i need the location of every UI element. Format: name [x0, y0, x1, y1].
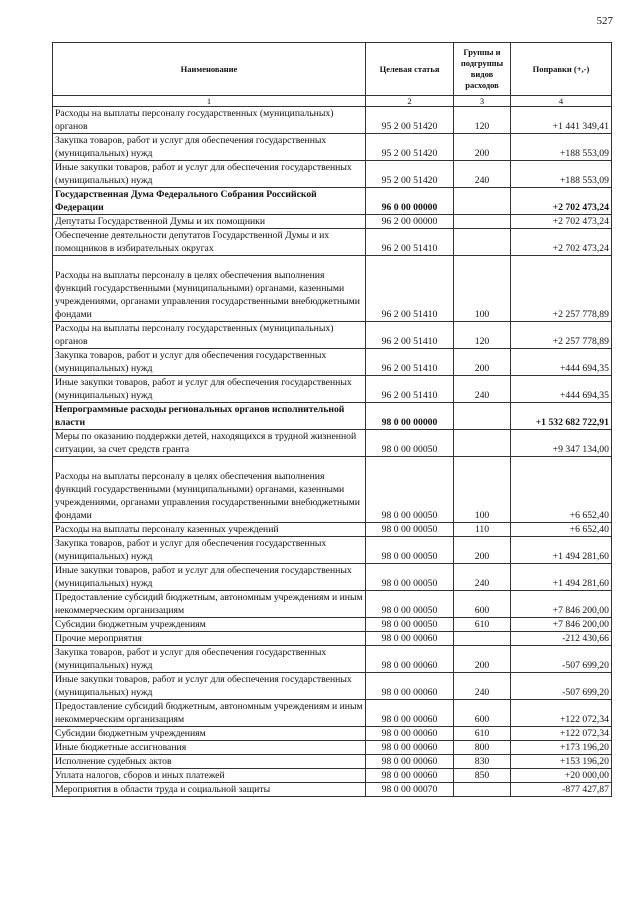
row-name: Иные бюджетные ассигнования [53, 741, 366, 755]
row-group: 830 [454, 755, 511, 769]
row-group: 200 [454, 646, 511, 673]
row-name: Иные закупки товаров, работ и услуг для обеспечения государственных (муниципальных) нужд [53, 673, 366, 700]
row-target-code: 98 0 00 00050 [366, 457, 454, 523]
row-target-code: 98 0 00 00060 [366, 700, 454, 727]
table-row [53, 646, 612, 673]
row-group: 200 [454, 134, 511, 161]
row-name: Иные закупки товаров, работ и услуг для обеспечения государственных (муниципальных) нужд [53, 161, 366, 188]
row-name: Депутаты Государственной Думы и их помощники [53, 215, 366, 229]
row-amount: +1 532 682 722,91 [511, 403, 612, 430]
row-amount: -507 699,20 [511, 646, 612, 673]
table-header-row [53, 43, 612, 96]
row-target-code: 96 2 00 51410 [366, 349, 454, 376]
row-name: Исполнение судебных актов [53, 755, 366, 769]
header-groups: Группы и подгруппы видов расходов [454, 43, 511, 96]
table-row [53, 769, 612, 783]
table-row [53, 376, 612, 403]
row-amount: +153 196,20 [511, 755, 612, 769]
row-group: 850 [454, 769, 511, 783]
row-amount: +20 000,00 [511, 769, 612, 783]
row-name: Закупка товаров, работ и услуг для обеспечения государственных (муниципальных) нужд [53, 646, 366, 673]
table-row [53, 755, 612, 769]
row-name: Субсидии бюджетным учреждениям [53, 618, 366, 632]
row-group [454, 229, 511, 256]
row-target-code: 98 0 00 00050 [366, 591, 454, 618]
row-amount: +1 494 281,60 [511, 537, 612, 564]
row-name: Мероприятия в области труда и социальной защиты [53, 783, 366, 797]
row-name: Закупка товаров, работ и услуг для обеспечения государственных (муниципальных) нужд [53, 537, 366, 564]
row-group: 100 [454, 457, 511, 523]
row-target-code: 96 2 00 51410 [366, 322, 454, 349]
row-amount: +444 694,35 [511, 349, 612, 376]
row-amount: +122 072,34 [511, 700, 612, 727]
row-target-code: 98 0 00 00000 [366, 403, 454, 430]
row-name: Расходы на выплаты персоналу в целях обеспечения выполнения функций государственными (муниципальными) органами, казенными учреждениями, органами управления государственными внебюджетными фондами [53, 457, 366, 523]
row-target-code: 96 0 00 00000 [366, 188, 454, 215]
row-name: Предоставление субсидий бюджетным, автономным учреждениям и иным некоммерческим организациям [53, 700, 366, 727]
row-name: Расходы на выплаты персоналу государственных (муниципальных) органов [53, 322, 366, 349]
row-amount: +2 702 473,24 [511, 215, 612, 229]
row-amount: +9 347 134,00 [511, 430, 612, 457]
table-row [53, 618, 612, 632]
table-row [53, 161, 612, 188]
row-name: Закупка товаров, работ и услуг для обеспечения государственных (муниципальных) нужд [53, 134, 366, 161]
row-target-code: 95 2 00 51420 [366, 161, 454, 188]
row-amount: +2 257 778,89 [511, 256, 612, 322]
row-name: Обеспечение деятельности депутатов Государственной Думы и их помощников в избирательных округах [53, 229, 366, 256]
row-amount: -212 430,66 [511, 632, 612, 646]
row-amount: +2 702 473,24 [511, 188, 612, 215]
row-target-code: 98 0 00 00060 [366, 727, 454, 741]
row-name: Иные закупки товаров, работ и услуг для обеспечения государственных (муниципальных) нужд [53, 376, 366, 403]
row-name: Расходы на выплаты персоналу казенных учреждений [53, 523, 366, 537]
row-group: 110 [454, 523, 511, 537]
column-number: 2 [366, 96, 454, 107]
header-name: Наименование [53, 43, 366, 96]
row-amount: -507 699,20 [511, 673, 612, 700]
row-amount: +2 702 473,24 [511, 229, 612, 256]
table-row [53, 741, 612, 755]
column-number: 3 [454, 96, 511, 107]
row-amount: +444 694,35 [511, 376, 612, 403]
row-target-code: 96 2 00 51410 [366, 229, 454, 256]
row-group: 600 [454, 700, 511, 727]
row-target-code: 98 0 00 00070 [366, 783, 454, 797]
row-amount: +7 846 200,00 [511, 618, 612, 632]
table-row [53, 188, 612, 215]
row-target-code: 98 0 00 00060 [366, 769, 454, 783]
row-name: Расходы на выплаты персоналу в целях обеспечения выполнения функций государственными (муниципальными) органами, казенными учреждениями, органами управления государственными внебюджетными фондами [53, 256, 366, 322]
row-amount: +6 652,40 [511, 523, 612, 537]
table-row [53, 134, 612, 161]
row-target-code: 98 0 00 00050 [366, 564, 454, 591]
row-target-code: 98 0 00 00050 [366, 430, 454, 457]
row-amount: +2 257 778,89 [511, 322, 612, 349]
row-target-code: 98 0 00 00060 [366, 741, 454, 755]
table-row [53, 215, 612, 229]
row-group [454, 403, 511, 430]
row-name: Непрограммные расходы региональных органов исполнительной власти [53, 403, 366, 430]
table-row [53, 403, 612, 430]
row-amount: +173 196,20 [511, 741, 612, 755]
row-group: 120 [454, 322, 511, 349]
table-row [53, 256, 612, 322]
table-row [53, 537, 612, 564]
row-group: 120 [454, 107, 511, 134]
row-name: Расходы на выплаты персоналу государственных (муниципальных) органов [53, 107, 366, 134]
row-group: 610 [454, 618, 511, 632]
column-number-row [53, 96, 612, 107]
row-amount: +1 441 349,41 [511, 107, 612, 134]
table-row [53, 564, 612, 591]
row-target-code: 98 0 00 00060 [366, 673, 454, 700]
row-group: 800 [454, 741, 511, 755]
row-name: Прочие мероприятия [53, 632, 366, 646]
row-group: 240 [454, 376, 511, 403]
table-row [53, 783, 612, 797]
row-target-code: 98 0 00 00060 [366, 632, 454, 646]
column-number: 1 [53, 96, 366, 107]
row-name: Предоставление субсидий бюджетным, автономным учреждениям и иным некоммерческим организациям [53, 591, 366, 618]
table-row [53, 632, 612, 646]
row-target-code: 98 0 00 00050 [366, 523, 454, 537]
row-group [454, 632, 511, 646]
row-group: 100 [454, 256, 511, 322]
row-amount: +6 652,40 [511, 457, 612, 523]
table-row [53, 591, 612, 618]
row-target-code: 96 2 00 51410 [366, 376, 454, 403]
row-target-code: 96 2 00 51410 [366, 256, 454, 322]
row-group: 610 [454, 727, 511, 741]
row-name: Иные закупки товаров, работ и услуг для обеспечения государственных (муниципальных) нужд [53, 564, 366, 591]
row-name: Закупка товаров, работ и услуг для обеспечения государственных (муниципальных) нужд [53, 349, 366, 376]
row-group: 600 [454, 591, 511, 618]
row-amount: +122 072,34 [511, 727, 612, 741]
table-row [53, 523, 612, 537]
table-row [53, 673, 612, 700]
row-group: 240 [454, 564, 511, 591]
row-name: Уплата налогов, сборов и иных платежей [53, 769, 366, 783]
row-amount: +1 494 281,60 [511, 564, 612, 591]
row-group [454, 215, 511, 229]
row-group: 240 [454, 161, 511, 188]
row-group: 240 [454, 673, 511, 700]
table-row [53, 727, 612, 741]
table-row [53, 107, 612, 134]
row-target-code: 98 0 00 00050 [366, 537, 454, 564]
budget-amendments-table [52, 42, 612, 797]
row-name: Меры по оказанию поддержки детей, находящихся в трудной жизненной ситуации, за счет средств гранта [53, 430, 366, 457]
row-target-code: 98 0 00 00060 [366, 755, 454, 769]
table-row [53, 229, 612, 256]
row-amount: +188 553,09 [511, 134, 612, 161]
table-row [53, 700, 612, 727]
row-target-code: 96 2 00 00000 [366, 215, 454, 229]
row-target-code: 98 0 00 00060 [366, 646, 454, 673]
table-row [53, 430, 612, 457]
row-group: 200 [454, 537, 511, 564]
header-target: Целевая статья [366, 43, 454, 96]
row-name: Государственная Дума Федерального Собрания Российской Федерации [53, 188, 366, 215]
page-number: 527 [596, 15, 613, 27]
row-target-code: 95 2 00 51420 [366, 107, 454, 134]
header-amendments: Поправки (+,-) [511, 43, 612, 96]
row-group [454, 430, 511, 457]
row-amount: -877 427,87 [511, 783, 612, 797]
row-name: Субсидии бюджетным учреждениям [53, 727, 366, 741]
row-amount: +188 553,09 [511, 161, 612, 188]
table-row [53, 322, 612, 349]
row-group [454, 188, 511, 215]
row-group [454, 783, 511, 797]
column-number: 4 [511, 96, 612, 107]
table-row [53, 349, 612, 376]
row-amount: +7 846 200,00 [511, 591, 612, 618]
table-row [53, 457, 612, 523]
row-group: 200 [454, 349, 511, 376]
row-target-code: 98 0 00 00050 [366, 618, 454, 632]
row-target-code: 95 2 00 51420 [366, 134, 454, 161]
